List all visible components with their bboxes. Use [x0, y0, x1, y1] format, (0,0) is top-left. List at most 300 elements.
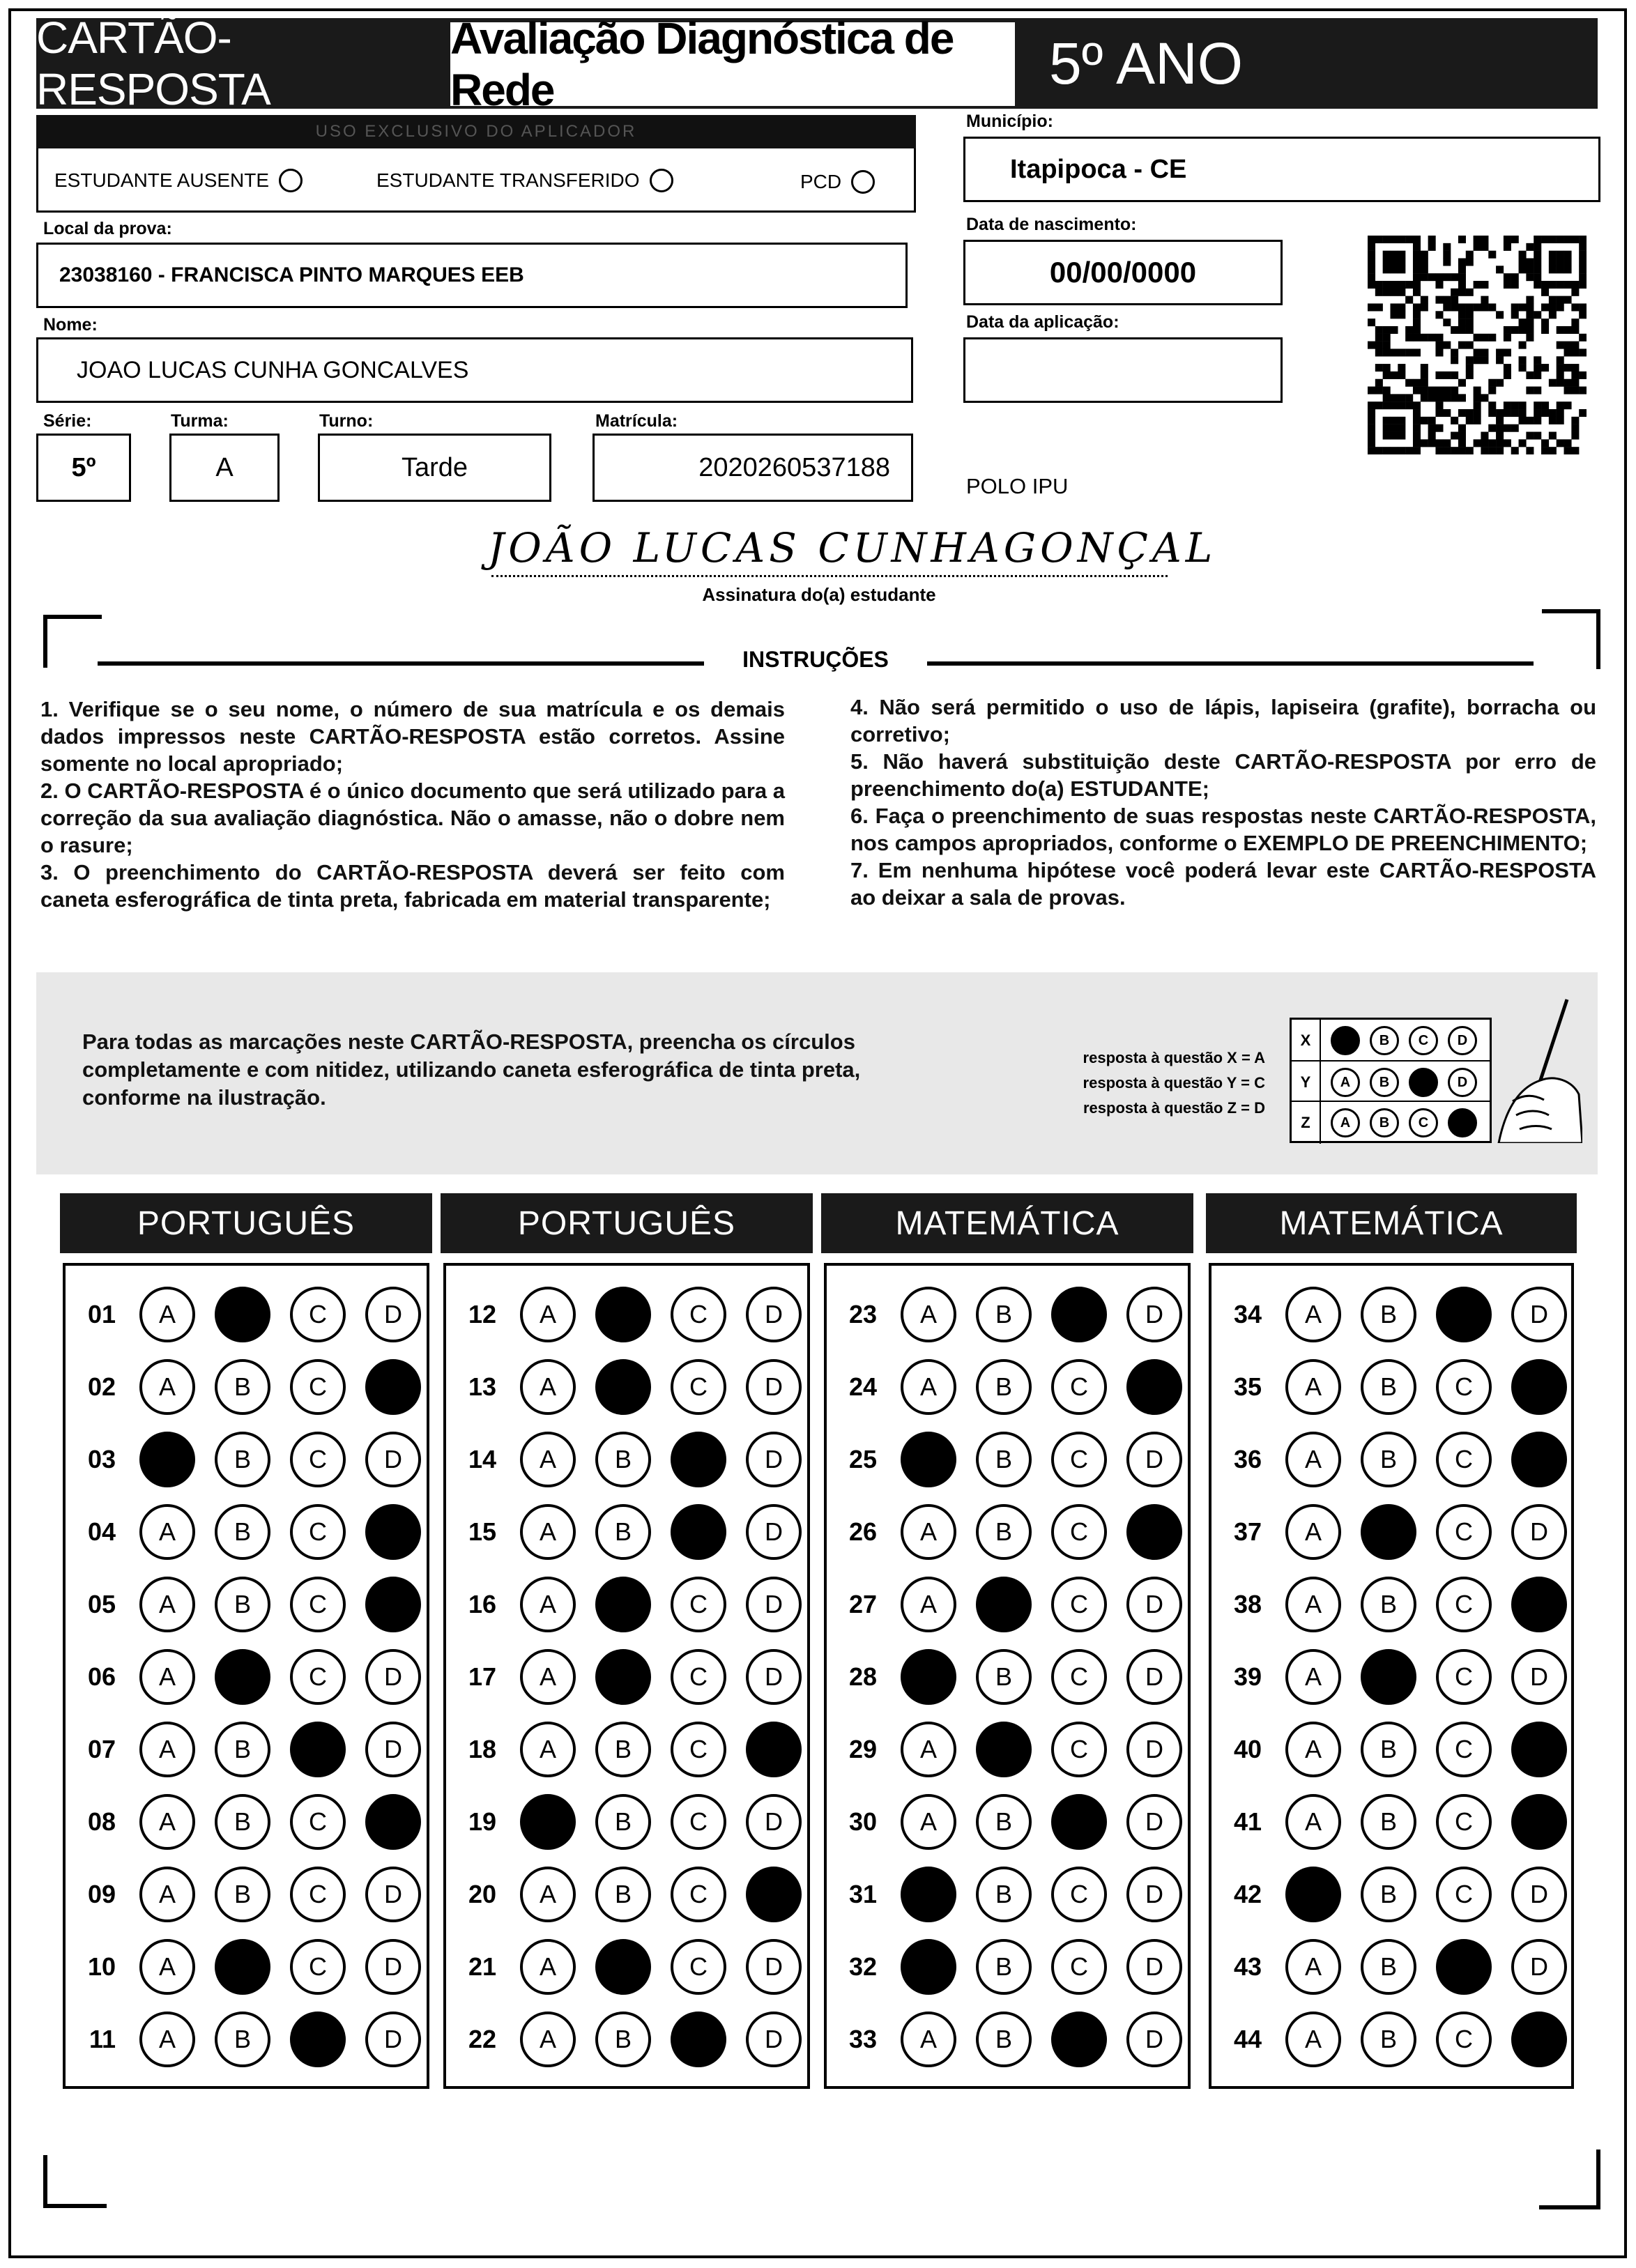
answer-bubble-b[interactable]: B	[595, 1794, 651, 1850]
answer-bubble-d[interactable]: D	[746, 1939, 802, 1995]
answer-bubble-a[interactable]: A	[139, 1287, 195, 1342]
question-number: 09	[87, 1880, 116, 1908]
answer-bubble-d[interactable]	[1511, 1722, 1567, 1777]
question-row	[446, 1858, 802, 1931]
answer-bubble-b[interactable]: B	[215, 1577, 270, 1632]
answer-bubble-b[interactable]: B	[1361, 1794, 1416, 1850]
answer-section	[824, 1263, 1191, 2089]
example-bubble: C	[1409, 1026, 1438, 1055]
question-number: 32	[848, 1952, 877, 1981]
question-row	[66, 1423, 421, 1496]
answer-bubble-a[interactable]: A	[1285, 2012, 1341, 2067]
answer-bubble-d[interactable]: D	[365, 1649, 421, 1705]
municipio-field: Itapipoca - CE	[963, 137, 1600, 202]
example-line-z: resposta à questão Z = D	[1083, 1099, 1265, 1117]
answer-bubble-d[interactable]	[1126, 1359, 1182, 1415]
answer-bubble-d[interactable]	[746, 1867, 802, 1922]
answer-bubble-b[interactable]: B	[595, 1867, 651, 1922]
answer-bubble-d[interactable]: D	[1126, 1939, 1182, 1995]
question-number: 04	[87, 1517, 116, 1546]
answer-bubble-d[interactable]	[1511, 1794, 1567, 1850]
example-grid	[1290, 1018, 1492, 1143]
grade-label: 5º ANO	[1049, 30, 1244, 96]
answer-bubble-d[interactable]	[365, 1504, 421, 1560]
section-header: MATEMÁTICA	[821, 1193, 1193, 1253]
answer-bubble-b[interactable]: B	[595, 1432, 651, 1487]
pcd-check[interactable]	[800, 170, 875, 194]
answer-bubble-b[interactable]	[976, 1722, 1032, 1777]
example-bubble: A	[1331, 1068, 1360, 1097]
answer-bubble-d[interactable]: D	[1511, 1939, 1567, 1995]
local-field: 23038160 - FRANCISCA PINTO MARQUES EEB	[36, 243, 908, 308]
answer-bubble-d[interactable]: D	[1126, 1794, 1182, 1850]
question-number: 24	[848, 1372, 877, 1401]
answer-bubble-a[interactable]: A	[520, 1577, 576, 1632]
answer-bubble-a[interactable]: A	[520, 1287, 576, 1342]
answer-bubble-a[interactable]	[520, 1794, 576, 1850]
answer-bubble-b[interactable]: B	[1361, 1287, 1416, 1342]
answer-bubble-b[interactable]: B	[976, 1359, 1032, 1415]
answer-bubble-c[interactable]	[671, 1504, 726, 1560]
question-row	[446, 1496, 802, 1568]
answer-bubble-a[interactable]: A	[1285, 1722, 1341, 1777]
answer-bubble-c[interactable]: C	[1051, 1504, 1107, 1560]
answer-bubble-c[interactable]: C	[1051, 1649, 1107, 1705]
question-row	[1211, 1786, 1567, 1858]
answer-bubble-a[interactable]: A	[139, 2012, 195, 2067]
turma-field: A	[169, 434, 280, 502]
municipio-label: Município:	[966, 112, 1053, 131]
answer-bubble-a[interactable]: A	[139, 1939, 195, 1995]
question-row	[66, 1858, 421, 1931]
answer-bubble-a[interactable]: A	[1285, 1649, 1341, 1705]
question-number: 42	[1233, 1880, 1262, 1908]
question-row	[827, 1786, 1182, 1858]
example-row	[1292, 1020, 1490, 1062]
answer-bubble-d[interactable]	[365, 1359, 421, 1415]
answer-bubble-a[interactable]: A	[139, 1359, 195, 1415]
question-row	[827, 2003, 1182, 2076]
question-number: 03	[87, 1445, 116, 1473]
answer-bubble-a[interactable]: A	[139, 1577, 195, 1632]
answer-bubble-c[interactable]: C	[671, 1867, 726, 1922]
answer-bubble-c[interactable]	[1051, 1287, 1107, 1342]
answer-bubble-b[interactable]: B	[215, 1504, 270, 1560]
answer-bubble-a[interactable]: A	[520, 1867, 576, 1922]
answer-bubble-a[interactable]	[1285, 1867, 1341, 1922]
question-number: 39	[1233, 1662, 1262, 1691]
question-row	[66, 2003, 421, 2076]
answer-bubble-c[interactable]: C	[290, 1939, 346, 1995]
answer-bubble-d[interactable]: D	[746, 1794, 802, 1850]
answer-bubble-b[interactable]: B	[595, 1722, 651, 1777]
answer-bubble-d[interactable]: D	[365, 1287, 421, 1342]
question-row	[1211, 1351, 1567, 1423]
answer-bubble-c[interactable]	[1051, 2012, 1107, 2067]
answer-bubble-d[interactable]: D	[746, 1432, 802, 1487]
answer-bubble-d[interactable]: D	[1511, 1867, 1567, 1922]
answer-bubble-a[interactable]	[901, 1939, 956, 1995]
pcd-bubble[interactable]	[851, 170, 875, 194]
answer-bubble-a[interactable]: A	[520, 1359, 576, 1415]
nascimento-field: 00/00/0000	[963, 240, 1283, 305]
answer-bubble-d[interactable]: D	[1511, 1287, 1567, 1342]
example-line-y: resposta à questão Y = C	[1083, 1074, 1265, 1091]
answer-bubble-c[interactable]	[1436, 1939, 1492, 1995]
answer-bubble-c[interactable]: C	[1051, 1939, 1107, 1995]
question-number: 07	[87, 1735, 116, 1763]
answer-bubble-d[interactable]	[1511, 2012, 1567, 2067]
answer-bubble-b[interactable]	[595, 1939, 651, 1995]
answer-bubble-a[interactable]: A	[520, 1432, 576, 1487]
answer-bubble-b[interactable]	[215, 1287, 270, 1342]
question-number: 40	[1233, 1735, 1262, 1763]
answer-bubble-c[interactable]: C	[290, 1359, 346, 1415]
question-row	[1211, 1713, 1567, 1786]
answer-bubble-c[interactable]: C	[290, 1649, 346, 1705]
answer-bubble-c[interactable]: C	[1436, 1722, 1492, 1777]
answer-bubble-a[interactable]: A	[139, 1649, 195, 1705]
transferred-bubble[interactable]	[650, 169, 673, 192]
answer-bubble-a[interactable]: A	[901, 2012, 956, 2067]
answer-bubble-a[interactable]: A	[1285, 1939, 1341, 1995]
question-row	[66, 1351, 421, 1423]
example-bubble: B	[1370, 1026, 1399, 1055]
question-number: 02	[87, 1372, 116, 1401]
instructions-right	[850, 694, 1596, 911]
answer-bubble-c[interactable]: C	[290, 1577, 346, 1632]
answer-bubble-d[interactable]: D	[746, 1577, 802, 1632]
question-number: 19	[468, 1807, 496, 1836]
signature-line	[491, 575, 1168, 577]
answer-bubble-d[interactable]	[365, 1794, 421, 1850]
hand-pen-icon	[1485, 997, 1582, 1143]
question-number: 10	[87, 1952, 116, 1981]
question-row	[446, 1568, 802, 1641]
instruction-3: 3. O preenchimento do CARTÃO-RESPOSTA deverá ser feito com caneta esferográfica de tinta preta, fabricada em material transparente;	[40, 860, 785, 912]
applicator-bar: USO EXCLUSIVO DO APLICADOR	[36, 115, 916, 148]
name-label: Nome:	[43, 315, 98, 335]
answer-bubble-d[interactable]	[1126, 1504, 1182, 1560]
answer-bubble-b[interactable]: B	[1361, 1432, 1416, 1487]
answer-bubble-b[interactable]: B	[215, 2012, 270, 2067]
question-number: 16	[468, 1590, 496, 1618]
answer-bubble-b[interactable]: B	[976, 1867, 1032, 1922]
answer-bubble-a[interactable]: A	[901, 1359, 956, 1415]
answer-bubble-c[interactable]	[1436, 1287, 1492, 1342]
answer-bubble-a[interactable]: A	[139, 1867, 195, 1922]
answer-bubble-b[interactable]: B	[976, 2012, 1032, 2067]
answer-bubble-b[interactable]	[595, 1287, 651, 1342]
answer-bubble-b[interactable]: B	[976, 1287, 1032, 1342]
question-row	[1211, 2003, 1567, 2076]
question-row	[827, 1568, 1182, 1641]
question-number: 34	[1233, 1300, 1262, 1328]
answer-bubble-a[interactable]: A	[520, 1504, 576, 1560]
question-row	[1211, 1641, 1567, 1713]
answer-section	[1209, 1263, 1574, 2089]
answer-bubble-b[interactable]: B	[1361, 1939, 1416, 1995]
answer-bubble-b[interactable]	[976, 1577, 1032, 1632]
answer-bubble-d[interactable]: D	[365, 1939, 421, 1995]
answer-bubble-b[interactable]: B	[595, 2012, 651, 2067]
question-number: 35	[1233, 1372, 1262, 1401]
question-number: 23	[848, 1300, 877, 1328]
answer-bubble-d[interactable]: D	[1511, 1504, 1567, 1560]
question-number: 31	[848, 1880, 877, 1908]
answer-bubble-d[interactable]: D	[1126, 1432, 1182, 1487]
answer-bubble-a[interactable]: A	[520, 1649, 576, 1705]
answer-bubble-c[interactable]: C	[290, 1287, 346, 1342]
answer-bubble-d[interactable]	[1511, 1577, 1567, 1632]
example-bubble: A	[1331, 1108, 1360, 1137]
card-title: CARTÃO-RESPOSTA	[36, 13, 270, 114]
answer-bubble-b[interactable]	[1361, 1649, 1416, 1705]
aplicacao-label: Data da aplicação:	[966, 312, 1119, 332]
answer-bubble-c[interactable]: C	[1051, 1577, 1107, 1632]
answer-bubble-a[interactable]: A	[901, 1794, 956, 1850]
answer-bubble-a[interactable]: A	[901, 1287, 956, 1342]
answer-bubble-d[interactable]: D	[1126, 2012, 1182, 2067]
answer-bubble-c[interactable]: C	[1051, 1867, 1107, 1922]
absent-bubble[interactable]	[279, 169, 303, 192]
answer-bubble-d[interactable]: D	[746, 1504, 802, 1560]
answer-bubble-a[interactable]: A	[520, 1939, 576, 1995]
question-row	[827, 1931, 1182, 2003]
answer-bubble-d[interactable]: D	[365, 1867, 421, 1922]
question-row	[446, 1423, 802, 1496]
answer-bubble-c[interactable]: C	[290, 1867, 346, 1922]
answer-bubble-b[interactable]: B	[976, 1504, 1032, 1560]
answer-bubble-a[interactable]: A	[901, 1722, 956, 1777]
answer-bubble-b[interactable]: B	[976, 1432, 1032, 1487]
answer-bubble-d[interactable]	[1511, 1359, 1567, 1415]
answer-bubble-d[interactable]	[746, 1722, 802, 1777]
answer-bubble-c[interactable]: C	[1436, 1794, 1492, 1850]
question-row	[66, 1786, 421, 1858]
answer-bubble-c[interactable]	[671, 2012, 726, 2067]
answer-bubble-b[interactable]: B	[976, 1794, 1032, 1850]
answer-bubble-a[interactable]: A	[520, 1722, 576, 1777]
answer-bubble-b[interactable]: B	[1361, 1722, 1416, 1777]
question-row	[446, 1641, 802, 1713]
answer-bubble-c[interactable]: C	[671, 1939, 726, 1995]
example-bubble: D	[1448, 1068, 1477, 1097]
answer-bubble-d[interactable]: D	[746, 2012, 802, 2067]
question-row	[827, 1641, 1182, 1713]
answer-bubble-c[interactable]: C	[1436, 1867, 1492, 1922]
answer-bubble-b[interactable]	[215, 1939, 270, 1995]
question-row	[1211, 1423, 1567, 1496]
answer-bubble-b[interactable]: B	[976, 1939, 1032, 1995]
answer-bubble-d[interactable]: D	[746, 1359, 802, 1415]
answer-bubble-c[interactable]	[290, 2012, 346, 2067]
answer-bubble-b[interactable]: B	[215, 1794, 270, 1850]
answer-bubble-c[interactable]: C	[671, 1794, 726, 1850]
answer-bubble-a[interactable]: A	[1285, 1432, 1341, 1487]
question-number: 21	[468, 1952, 496, 1981]
answer-bubble-a[interactable]: A	[139, 1504, 195, 1560]
answer-bubble-b[interactable]	[595, 1577, 651, 1632]
question-row	[66, 1641, 421, 1713]
example-line-x: resposta à questão X = A	[1083, 1049, 1265, 1066]
answer-bubble-c[interactable]: C	[1436, 1432, 1492, 1487]
answer-bubble-d[interactable]: D	[746, 1287, 802, 1342]
answer-bubble-b[interactable]	[595, 1359, 651, 1415]
matricula-field: 2020260537188	[593, 434, 913, 502]
question-number: 13	[468, 1372, 496, 1401]
nascimento-label: Data de nascimento:	[966, 215, 1137, 234]
question-row	[446, 1786, 802, 1858]
question-number: 01	[87, 1300, 116, 1328]
question-number: 06	[87, 1662, 116, 1691]
example-row-label: Z	[1292, 1102, 1321, 1144]
answer-bubble-c[interactable]: C	[671, 1577, 726, 1632]
answer-bubble-a[interactable]	[139, 1432, 195, 1487]
answer-bubble-d[interactable]: D	[1126, 1577, 1182, 1632]
answer-bubble-b[interactable]	[1361, 1504, 1416, 1560]
answer-bubble-b[interactable]: B	[215, 1359, 270, 1415]
question-row	[1211, 1278, 1567, 1351]
local-label: Local da prova:	[43, 219, 172, 238]
answer-bubble-d[interactable]: D	[1126, 1649, 1182, 1705]
answer-bubble-c[interactable]: C	[671, 1359, 726, 1415]
question-number: 14	[468, 1445, 496, 1473]
signature-label: Assinatura do(a) estudante	[702, 584, 936, 605]
transferred-check[interactable]	[376, 169, 673, 192]
answer-bubble-c[interactable]: C	[1436, 2012, 1492, 2067]
answer-bubble-a[interactable]: A	[1285, 1794, 1341, 1850]
instruction-2: 2. O CARTÃO-RESPOSTA é o único documento que será utilizado para a correção da sua avaliação diagnóstica. Não o amasse, não o dobre nem o rasure;	[40, 779, 785, 857]
exam-title: Avaliação Diagnóstica de Rede	[450, 22, 1015, 106]
answer-bubble-c[interactable]: C	[1051, 1722, 1107, 1777]
name-field: JOAO LUCAS CUNHA GONCALVES	[36, 337, 913, 403]
answer-bubble-c[interactable]: C	[671, 1649, 726, 1705]
answer-bubble-a[interactable]	[901, 1432, 956, 1487]
question-number: 29	[848, 1735, 877, 1763]
answer-bubble-a[interactable]: A	[520, 2012, 576, 2067]
answer-bubble-b[interactable]: B	[215, 1722, 270, 1777]
instruction-1: 1. Verifique se o seu nome, o número de sua matrícula e os demais dados impressos neste CARTÃO-RESPOSTA estão corretos. Assine somente no local apropriado;	[40, 697, 785, 776]
question-number: 17	[468, 1662, 496, 1691]
answer-bubble-d[interactable]: D	[365, 1722, 421, 1777]
answer-bubble-a[interactable]: A	[139, 1722, 195, 1777]
answer-bubble-b[interactable]: B	[1361, 1577, 1416, 1632]
question-number: 37	[1233, 1517, 1262, 1546]
example-row-label: Y	[1292, 1062, 1321, 1103]
answer-bubble-d[interactable]	[365, 1577, 421, 1632]
answer-bubble-c[interactable]	[1051, 1794, 1107, 1850]
question-number: 27	[848, 1590, 877, 1618]
section-header: PORTUGUÊS	[441, 1193, 813, 1253]
question-number: 36	[1233, 1445, 1262, 1473]
question-row	[66, 1568, 421, 1641]
transferred-label: ESTUDANTE TRANSFERIDO	[376, 169, 640, 191]
answer-bubble-b[interactable]	[595, 1649, 651, 1705]
answer-bubble-c[interactable]: C	[1436, 1504, 1492, 1560]
answer-bubble-a[interactable]: A	[139, 1794, 195, 1850]
answer-bubble-a[interactable]: A	[1285, 1504, 1341, 1560]
answer-bubble-b[interactable]: B	[215, 1432, 270, 1487]
answer-bubble-b[interactable]: B	[1361, 1867, 1416, 1922]
example-bubble: B	[1370, 1108, 1399, 1137]
question-row	[827, 1713, 1182, 1786]
answer-bubble-d[interactable]: D	[1511, 1649, 1567, 1705]
answer-bubble-d[interactable]: D	[1126, 1867, 1182, 1922]
aplicacao-field	[963, 337, 1283, 403]
answer-bubble-b[interactable]: B	[976, 1649, 1032, 1705]
answer-bubble-c[interactable]: C	[1051, 1359, 1107, 1415]
question-row	[446, 1713, 802, 1786]
answer-bubble-d[interactable]: D	[365, 2012, 421, 2067]
answer-bubble-c[interactable]	[671, 1432, 726, 1487]
question-row	[446, 1931, 802, 2003]
answer-bubble-d[interactable]	[1511, 1432, 1567, 1487]
answer-bubble-b[interactable]: B	[215, 1867, 270, 1922]
question-row	[66, 1278, 421, 1351]
question-row	[827, 1496, 1182, 1568]
question-row	[827, 1278, 1182, 1351]
answer-bubble-c[interactable]: C	[1436, 1359, 1492, 1415]
answer-bubble-b[interactable]: B	[1361, 2012, 1416, 2067]
answer-bubble-a[interactable]: A	[901, 1504, 956, 1560]
answer-bubble-a[interactable]: A	[901, 1577, 956, 1632]
example-row-label: X	[1292, 1020, 1321, 1062]
answer-bubble-c[interactable]: C	[1436, 1649, 1492, 1705]
instruction-5: 5. Não haverá substituição deste CARTÃO-RESPOSTA por erro de preenchimento do(a) ESTUDANTE;	[850, 749, 1596, 801]
question-number: 28	[848, 1662, 877, 1691]
answer-bubble-b[interactable]: B	[595, 1504, 651, 1560]
example-bubble	[1448, 1108, 1477, 1137]
answer-section	[63, 1263, 429, 2089]
question-row	[66, 1931, 421, 2003]
answer-bubble-c[interactable]: C	[1436, 1577, 1492, 1632]
answer-bubble-c[interactable]: C	[671, 1722, 726, 1777]
answer-bubble-a[interactable]: A	[1285, 1577, 1341, 1632]
answer-bubble-d[interactable]: D	[746, 1649, 802, 1705]
answer-bubble-a[interactable]: A	[1285, 1359, 1341, 1415]
question-row	[1211, 1496, 1567, 1568]
answer-bubble-d[interactable]: D	[365, 1432, 421, 1487]
answer-bubble-c[interactable]	[290, 1722, 346, 1777]
answer-bubble-d[interactable]: D	[1126, 1722, 1182, 1777]
section-header: PORTUGUÊS	[60, 1193, 432, 1253]
answer-bubble-a[interactable]	[901, 1649, 956, 1705]
example-bubble: C	[1409, 1108, 1438, 1137]
student-signature: JOÃO LUCAS CUNHAGONÇAL	[488, 524, 1217, 572]
answer-section	[443, 1263, 810, 2089]
section-header: MATEMÁTICA	[1206, 1193, 1577, 1253]
answer-bubble-a[interactable]: A	[1285, 1287, 1341, 1342]
corner-mark-tl	[43, 615, 102, 668]
answer-bubble-c[interactable]: C	[290, 1432, 346, 1487]
question-number: 12	[468, 1300, 496, 1328]
answer-bubble-c[interactable]: C	[290, 1794, 346, 1850]
answer-bubble-a[interactable]	[901, 1867, 956, 1922]
absent-check[interactable]	[54, 169, 303, 192]
question-number: 38	[1233, 1590, 1262, 1618]
answer-bubble-c[interactable]: C	[1051, 1432, 1107, 1487]
answer-bubble-c[interactable]: C	[671, 1287, 726, 1342]
answer-bubble-c[interactable]: C	[290, 1504, 346, 1560]
example-bubble	[1409, 1068, 1438, 1097]
answer-bubble-b[interactable]: B	[1361, 1359, 1416, 1415]
answer-bubble-b[interactable]	[215, 1649, 270, 1705]
instructions-title: INSTRUÇÕES	[704, 647, 927, 673]
absent-label: ESTUDANTE AUSENTE	[54, 169, 270, 191]
answer-bubble-d[interactable]: D	[1126, 1287, 1182, 1342]
example-row	[1292, 1060, 1490, 1103]
